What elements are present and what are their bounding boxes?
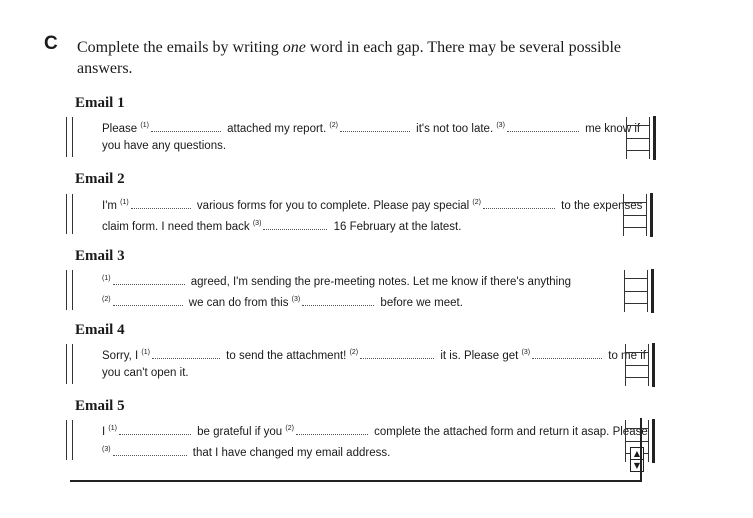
- gap-number: (1): [102, 275, 111, 282]
- scrollbar[interactable]: [626, 117, 650, 159]
- window-right-border: [651, 269, 654, 313]
- email-label: Email 5: [75, 398, 125, 414]
- gap-number: (1): [141, 349, 150, 356]
- email-text-fragment: Sorry, I: [102, 350, 142, 362]
- exercise-instruction: [77, 37, 637, 79]
- gap-number: (2): [285, 425, 294, 432]
- email-label: Email 4: [75, 322, 125, 338]
- gap-number: (3): [102, 446, 111, 453]
- email-text-fragment: I: [102, 426, 109, 438]
- answer-gap[interactable]: [507, 121, 579, 132]
- email-text-fragment: it's not too late.: [412, 123, 497, 135]
- instruction-emphasis: one: [282, 39, 306, 56]
- email-text: [102, 342, 646, 384]
- gap-number: (2): [349, 349, 359, 356]
- answer-gap[interactable]: [131, 198, 191, 209]
- answer-gap[interactable]: [152, 348, 220, 359]
- scrollbar-divider: [625, 291, 647, 292]
- email-line: [102, 363, 646, 384]
- email-text-fragment: to send the attachment!: [222, 350, 350, 362]
- email-text-fragment: be grateful if you: [193, 426, 286, 438]
- answer-gap[interactable]: [113, 295, 183, 306]
- window-right-border: [653, 116, 656, 160]
- window-right-border: [652, 419, 655, 463]
- window-right-border: [650, 193, 653, 237]
- email-line: [102, 192, 642, 213]
- email-text-fragment: I'm: [102, 200, 121, 212]
- email-line: [102, 289, 571, 310]
- email-body: [68, 192, 643, 236]
- window-left-border: [66, 344, 73, 384]
- scrollbar-divider: [627, 150, 649, 151]
- email-line: [102, 115, 640, 136]
- answer-gap[interactable]: [360, 348, 434, 359]
- email-text-fragment: to the expenses: [557, 200, 643, 212]
- window-right-border: [652, 343, 655, 387]
- email-text: [102, 268, 571, 310]
- email-line: [102, 268, 571, 289]
- answer-gap[interactable]: [113, 274, 185, 285]
- answer-gap[interactable]: [263, 219, 327, 230]
- email-text-fragment: to me if: [605, 350, 646, 362]
- window-left-border: [66, 117, 73, 157]
- scrollbar-divider: [626, 365, 648, 366]
- answer-gap[interactable]: [483, 198, 555, 209]
- gap-number: (2): [329, 122, 338, 129]
- email-line: [102, 342, 646, 363]
- email-label: Email 3: [75, 248, 125, 264]
- answer-gap[interactable]: [340, 121, 410, 132]
- email-text-fragment: me know if: [581, 123, 641, 135]
- email-text-fragment: agreed, I'm sending the pre-meeting notes. Let me know if there's anything: [187, 276, 572, 288]
- gap-number: (1): [108, 425, 117, 432]
- email-label: Email 1: [75, 95, 125, 111]
- email-body: [68, 342, 646, 386]
- window-left-border: [66, 194, 73, 234]
- gap-number: (1): [140, 122, 149, 129]
- window-left-border: [66, 270, 73, 310]
- email-text-fragment: attached my report.: [223, 123, 330, 135]
- gap-number: (2): [472, 199, 481, 206]
- email-text-fragment: various forms for you to complete. Please pay special: [193, 200, 473, 212]
- scrollbar-divider: [625, 278, 647, 279]
- email-text-fragment: 16 February at the latest.: [330, 221, 462, 233]
- instruction-text-2: word in each gap. There may be several possible answers.: [77, 39, 622, 77]
- scrollbar-divider: [626, 377, 648, 378]
- scrollbar-divider: [624, 215, 646, 216]
- exercise-letter: C: [44, 33, 58, 54]
- email-text-fragment: before we meet.: [377, 297, 463, 309]
- scrollbar-divider: [627, 138, 649, 139]
- email-text-fragment: we can do from this: [185, 297, 292, 309]
- scrollbar-divider: [624, 227, 646, 228]
- gap-number: (3): [291, 296, 301, 303]
- scrollbar[interactable]: [625, 344, 649, 386]
- email-text-fragment: you have any questions.: [102, 140, 227, 152]
- email-text-fragment: Please: [102, 123, 141, 135]
- scrollbar-divider: [626, 352, 648, 353]
- scrollbar[interactable]: [624, 270, 648, 312]
- email-5-frame: [70, 418, 642, 482]
- scrollbar-divider: [627, 125, 649, 126]
- email-text-fragment: it is. Please get: [437, 350, 522, 362]
- answer-gap[interactable]: [532, 348, 602, 359]
- email-label: Email 2: [75, 171, 125, 187]
- email-text: [102, 192, 642, 234]
- email-line: [102, 213, 642, 234]
- scrollbar-divider: [625, 303, 647, 304]
- gap-number: (3): [496, 122, 505, 129]
- email-text-fragment: you can't open it.: [102, 367, 189, 379]
- email-text: [102, 115, 640, 157]
- instruction-text-1: Complete the emails by writing: [77, 39, 283, 56]
- answer-gap[interactable]: [151, 121, 221, 132]
- email-line: [102, 136, 640, 157]
- answer-gap[interactable]: [302, 295, 374, 306]
- scrollbar[interactable]: [623, 194, 647, 236]
- scrollbar-divider: [624, 202, 646, 203]
- up-arrow-icon[interactable]: ▲: [630, 447, 644, 460]
- email-body: [68, 115, 641, 159]
- gap-number: (3): [521, 349, 531, 356]
- gap-number: (2): [102, 296, 111, 303]
- down-arrow-icon[interactable]: ▼: [630, 459, 644, 472]
- email-text-fragment: that I have changed my email address.: [189, 447, 391, 459]
- email-body: [68, 268, 608, 312]
- gap-number: (1): [120, 199, 129, 206]
- email-text-fragment: complete the attached form and return it asap. Please: [370, 426, 648, 438]
- email-text-fragment: claim form. I need them back: [102, 221, 253, 233]
- gap-number: (3): [252, 220, 262, 227]
